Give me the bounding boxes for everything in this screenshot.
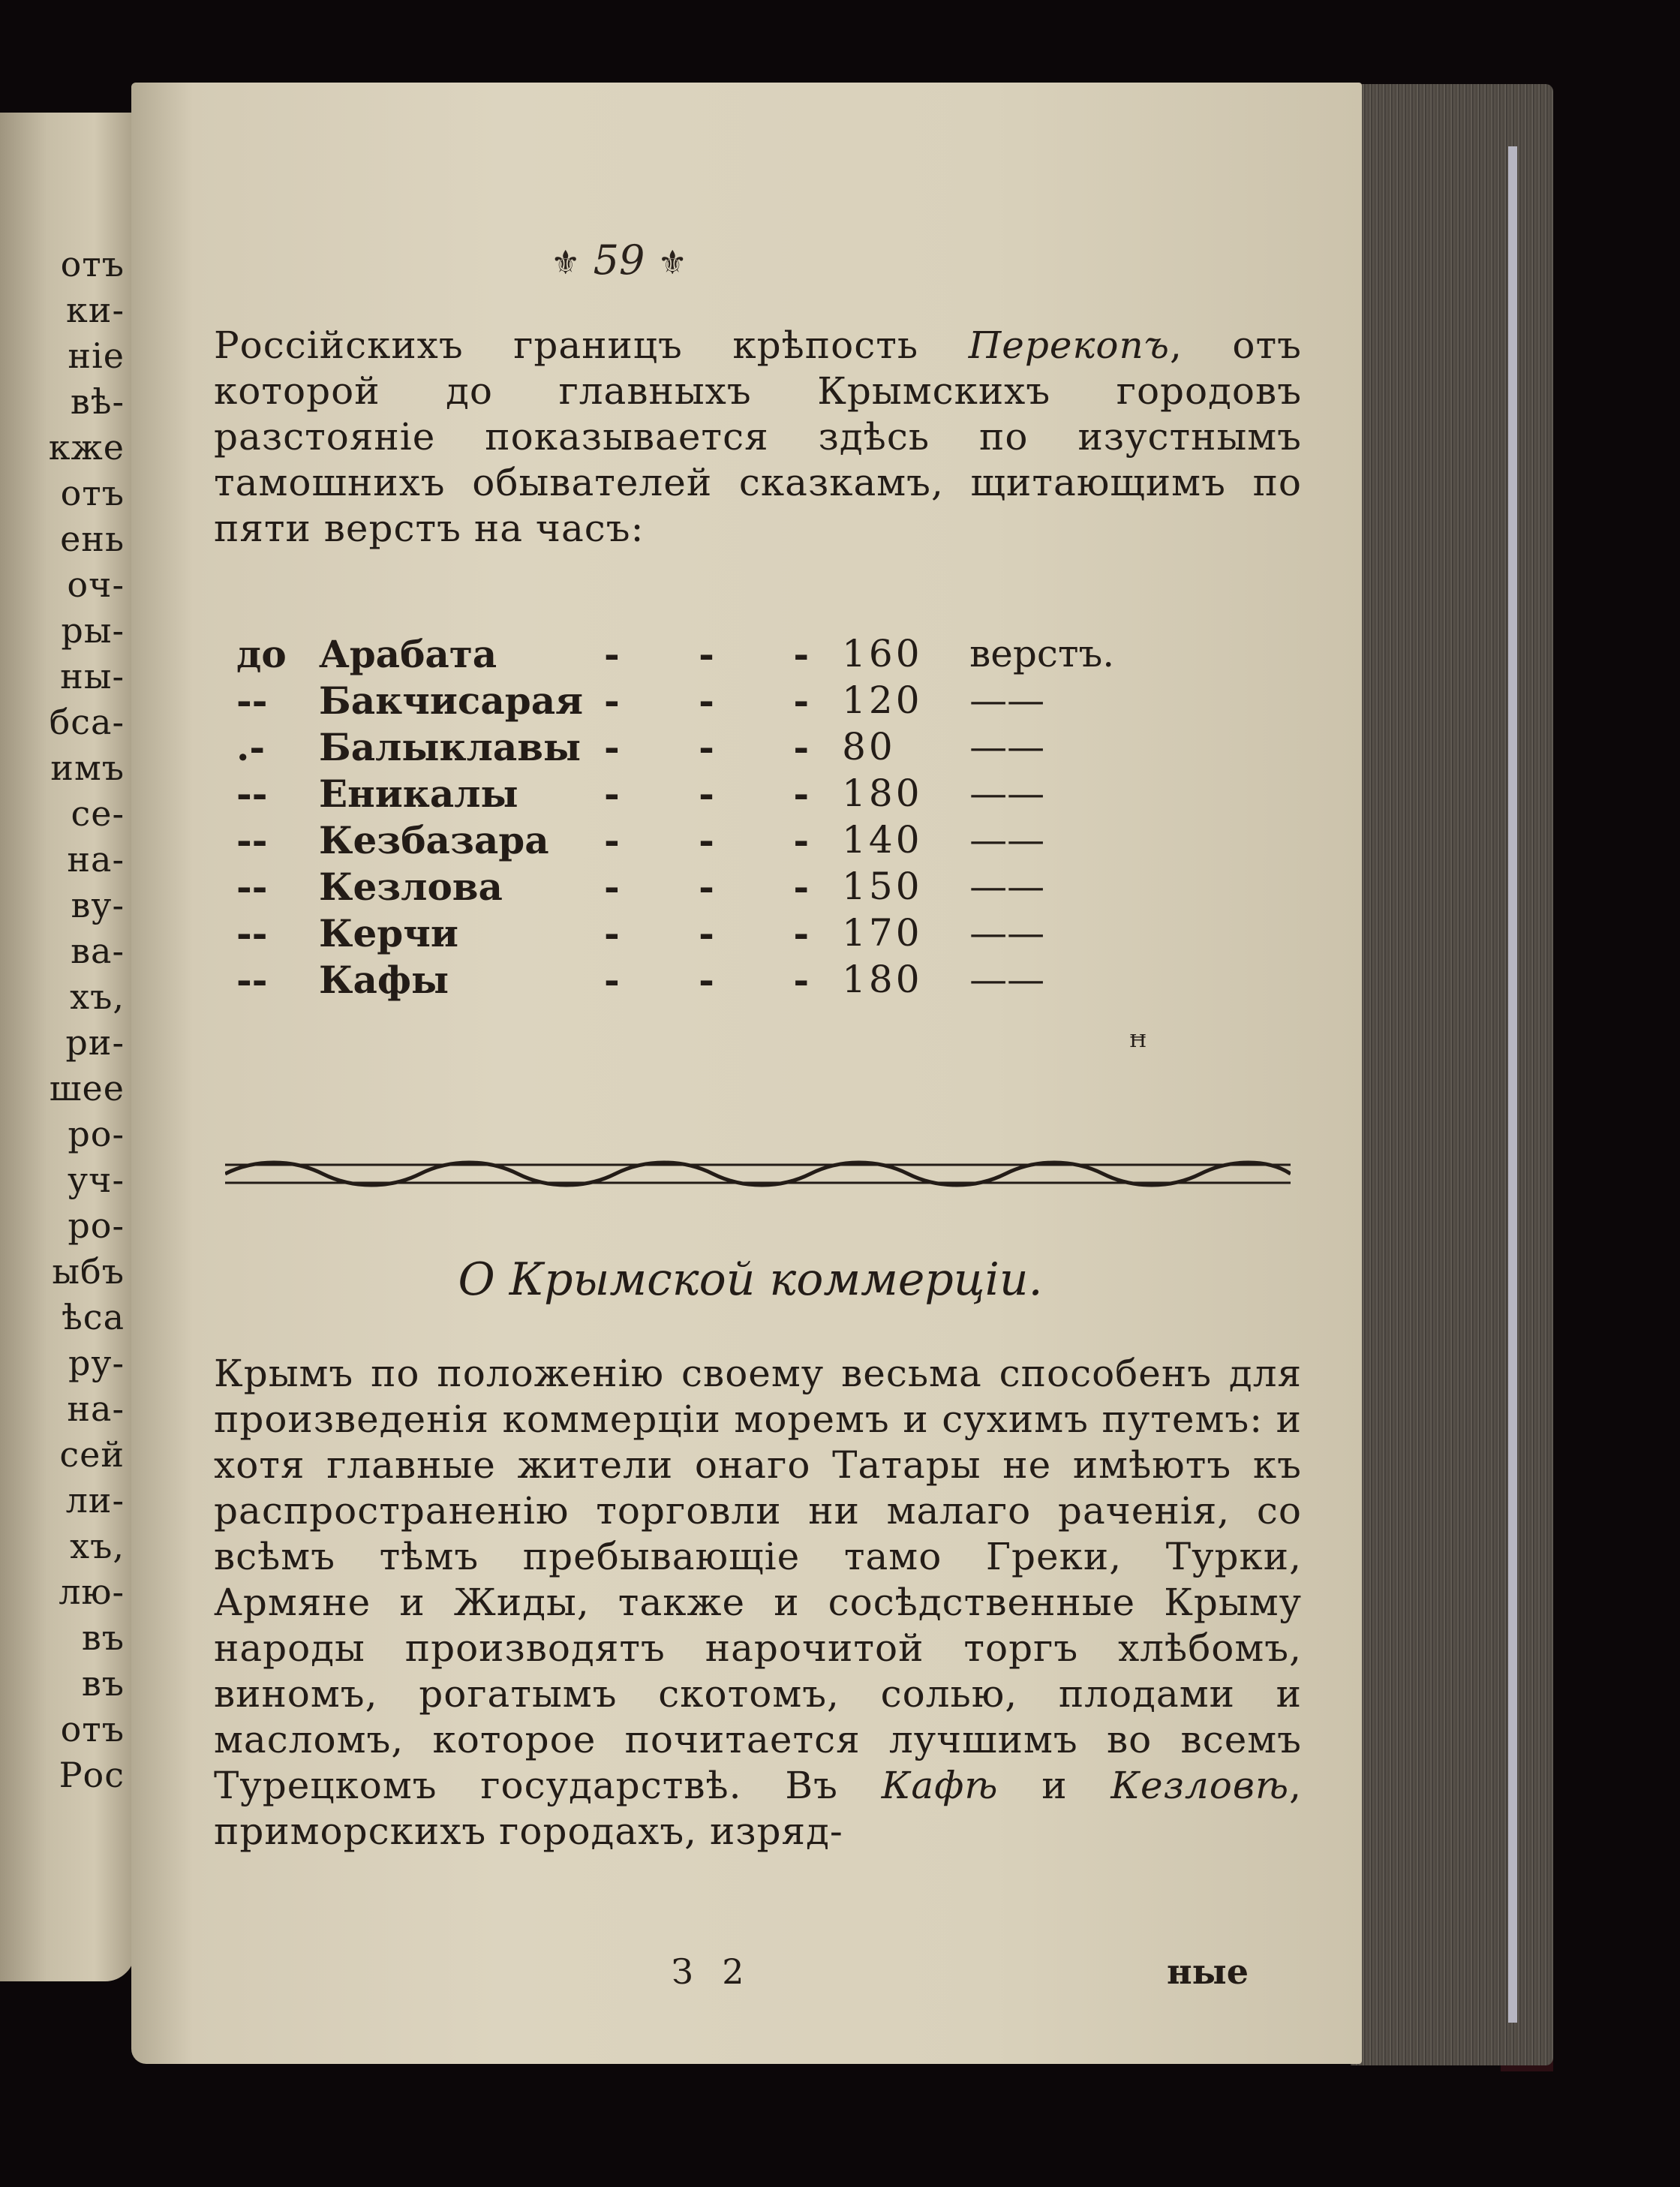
distance-value: 160 xyxy=(842,632,923,675)
left-page-fragment: ніе xyxy=(68,335,125,376)
left-facing-page xyxy=(0,113,135,1981)
left-page-fragment: отъ xyxy=(60,244,125,284)
place-name: Керчи xyxy=(319,910,458,955)
left-page-fragment: въ xyxy=(81,1663,125,1704)
distance-value: 180 xyxy=(842,958,923,1001)
left-page-fragment: ры- xyxy=(61,610,125,651)
left-page-fragment: ру- xyxy=(68,1343,125,1383)
left-page-fragment: ки- xyxy=(66,290,125,330)
commerce-paragraph xyxy=(214,1351,1302,1855)
left-page-fragment: на- xyxy=(67,839,125,880)
left-ornament-icon: ⚜ xyxy=(551,244,581,282)
perekop-italic: Перекопъ xyxy=(968,323,1170,367)
left-page-fragment: въ xyxy=(81,1617,125,1658)
distance-unit: —— xyxy=(969,678,1045,722)
kezlov-italic: Кезловѣ xyxy=(1110,1764,1290,1807)
place-name: Еникалы xyxy=(319,771,518,816)
left-page-fragment: ѣса xyxy=(62,1297,125,1337)
right-ornament-icon: ⚜ xyxy=(657,244,687,282)
left-page-fragment: ень xyxy=(60,519,125,559)
left-page-fragment: на- xyxy=(67,1388,125,1429)
place-name: Кезбазара xyxy=(319,817,549,862)
ornamental-divider xyxy=(225,1156,1291,1192)
distance-unit: —— xyxy=(969,818,1045,862)
commerce-conj: и xyxy=(998,1764,1111,1807)
distance-row xyxy=(236,817,1119,863)
intro-paragraph xyxy=(214,323,1302,552)
intro-text-end: , отъ которой до главныхъ Крымскихъ городовъ разстояніе показывается здѣсь по изустнымъ тамошнихъ обывателей сказкамъ, щитающимъ по пяти верстъ на часъ: xyxy=(214,323,1302,550)
signature-mark: З 2 xyxy=(672,1951,753,1992)
distance-row xyxy=(236,677,1119,723)
distance-unit: —— xyxy=(969,725,1045,769)
distance-prefix: -- xyxy=(236,817,268,862)
leader-dashes: - - - xyxy=(604,678,843,723)
distance-row xyxy=(236,956,1119,1003)
distance-unit: верстъ. xyxy=(969,632,1115,675)
distance-value: 180 xyxy=(842,772,923,815)
commerce-text: Крымъ по положенію своему весьма способенъ для произведенія коммерціи моремъ и сухимъ путемъ: и хотя главные жители онаго Татары не имѣютъ къ распространенію торговли ни малаго раченія, со всѣмъ тѣмъ пребывающіе тамо Греки, Турки, Армяне и Жиды, также и сосѣдственные Крыму народы производятъ нарочитой торгъ хлѣбомъ, виномъ, рогатымъ скотомъ, солью, плодами и масломъ, которое почитается лучшимъ во всемъ Турецкомъ государствѣ. Въ xyxy=(214,1352,1302,1807)
left-page-fragment: ва- xyxy=(71,931,125,971)
left-page-fragment: бса- xyxy=(49,702,125,742)
left-page-fragment: кже xyxy=(48,427,125,468)
page-edge-strip xyxy=(1508,146,1517,2023)
distance-value: 140 xyxy=(842,818,923,862)
catchword: ные xyxy=(1167,1951,1249,1992)
distance-unit: —— xyxy=(969,772,1045,815)
side-mark: ꟸ xyxy=(1129,1028,1147,1065)
kafa-italic: Кафѣ xyxy=(881,1764,999,1807)
distance-unit: —— xyxy=(969,958,1045,1001)
distance-prefix: -- xyxy=(236,910,268,955)
distance-prefix: -- xyxy=(236,864,268,909)
distance-prefix: -- xyxy=(236,678,268,723)
leader-dashes: - - - xyxy=(604,864,843,909)
left-page-fragment: отъ xyxy=(60,473,125,513)
left-page-fragment: ро- xyxy=(68,1205,125,1246)
place-name: Балыклавы xyxy=(319,724,582,769)
left-page-fragment: шее xyxy=(49,1068,125,1109)
book-page xyxy=(131,83,1362,2064)
left-page-fragment: ыбъ xyxy=(52,1251,125,1292)
distance-value: 170 xyxy=(842,911,923,955)
leader-dashes: - - - xyxy=(604,910,843,955)
distance-unit: —— xyxy=(969,865,1045,908)
section-title: О Крымской коммерціи. xyxy=(458,1253,1043,1306)
left-page-fragment: сей xyxy=(59,1434,125,1475)
left-page-fragment: се- xyxy=(71,793,125,834)
page-header xyxy=(131,236,1107,284)
page-block-edges xyxy=(1351,84,1553,2065)
left-page-fragment: ли- xyxy=(65,1480,125,1521)
distance-row xyxy=(236,723,1119,770)
left-page-fragment: ву- xyxy=(71,885,125,925)
distance-table xyxy=(236,630,1119,1003)
left-page-fragment: вѣ- xyxy=(70,381,125,422)
left-page-fragment: ри- xyxy=(65,1022,125,1063)
place-name: Кезлова xyxy=(319,864,503,909)
place-name: Бакчисарая xyxy=(319,678,584,723)
distance-value: 120 xyxy=(842,678,923,722)
leader-dashes: - - - xyxy=(604,771,843,816)
distance-prefix: до xyxy=(236,631,287,676)
distance-row xyxy=(236,770,1119,817)
distance-prefix: -- xyxy=(236,771,268,816)
left-page-fragment: уч- xyxy=(67,1160,125,1200)
page-number: 59 xyxy=(593,236,645,284)
left-page-fragment: Рос xyxy=(59,1755,125,1795)
leader-dashes: - - - xyxy=(604,724,843,769)
left-page-fragment: хъ, xyxy=(70,976,125,1017)
distance-row xyxy=(236,863,1119,910)
distance-value: 80 xyxy=(842,725,896,769)
left-page-fragment: ро- xyxy=(68,1114,125,1154)
distance-prefix: -- xyxy=(236,957,268,1002)
distance-prefix: .- xyxy=(236,724,266,769)
leader-dashes: - - - xyxy=(604,957,843,1002)
left-page-fragment: имъ xyxy=(50,748,125,788)
leader-dashes: - - - xyxy=(604,631,843,676)
intro-text-start: Россійскихъ границъ крѣпость xyxy=(214,323,969,367)
left-page-fragment: хъ, xyxy=(70,1526,125,1566)
leader-dashes: - - - xyxy=(604,817,843,862)
left-page-fragment: лю- xyxy=(59,1572,125,1612)
left-page-fragment: отъ xyxy=(60,1709,125,1749)
place-name: Арабата xyxy=(319,631,497,676)
left-page-fragment: оч- xyxy=(67,564,125,605)
distance-unit: —— xyxy=(969,911,1045,955)
distance-row xyxy=(236,910,1119,956)
distance-value: 150 xyxy=(842,865,923,908)
distance-row xyxy=(236,630,1119,677)
commerce-text-end: , приморскихъ городахъ, изряд- xyxy=(214,1764,1302,1853)
place-name: Кафы xyxy=(319,957,449,1002)
left-page-fragment: ны- xyxy=(60,656,125,696)
